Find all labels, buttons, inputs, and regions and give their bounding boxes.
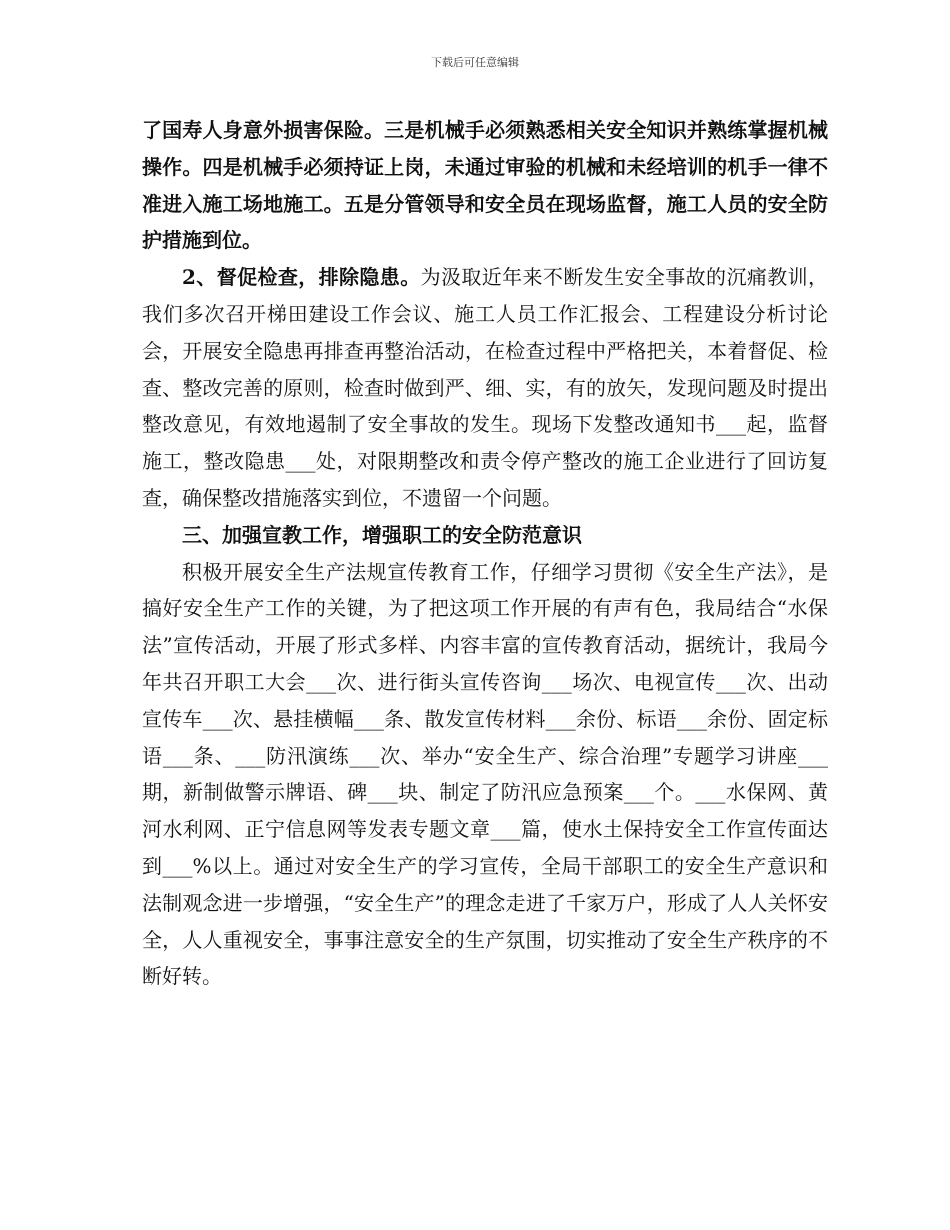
inspection-heading: 2、督促检查，排除隐患。 [182,265,421,290]
section-heading-publicity: 三、加强宣教工作，增强职工的安全防范意识 [182,522,582,547]
paragraph-safety-measures: 了国寿人身意外损害保险。三是机械手必须熟悉相关安全知识并熟练掌握机械操作。四是机械手必须持证上岗，未通过审验的机械和未经培训的机手一律不准进入施工场地施工。五是分管领导和安全员在现场监督，施工人员的安全防护措施到位。 [142,118,828,253]
document-body [142,112,828,995]
paragraph-inspection [142,259,828,517]
paragraph-publicity: 积极开展安全生产法规宣传教育工作，仔细学习贯彻《安全生产法》，是搞好安全生产工作的关键，为了把这项工作开展的有声有色，我局结合“水保法”宣传活动，开展了形式多样、内容丰富的宣传教育活动，据统计，我局今年共召开职工大会___次、进行街头宣传咨询___场次、电视宣传___次、出动宣传车___次、悬挂横幅___条、散发宣传材料___余份、标语___余份、固定标语___条、___防汛演练___次、举办“安全生产、综合治理”专题学习讲座___期，新制做警示牌语、碑___块、制定了防汛应急预案___个。___水保网、黄河水利网、正宁信息网等发表专题文章___篇，使水土保持安全工作宣传面达到___%以上。通过对安全生产的学习宣传，全局干部职工的安全生产意识和法制观念进一步增强，“安全生产”的理念走进了千家万户，形成了人人关怀安全，人人重视安全，事事注意安全的生产氛围，切实推动了安全生产秩序的不断好转。 [142,559,828,989]
page-header: 下载后可任意编辑 [431,56,519,69]
inspection-body: 为汲取近年来不断发生安全事故的沉痛教训，我们多次召开梯田建设工作会议、施工人员工作汇报会、工程建设分析讨论会，开展安全隐患再排查再整治活动，在检查过程中严格把关，本着督促、检查、整改完善的原则，检查时做到严、细、实，有的放矢，发现问题及时提出整改意见，有效地遏制了安全事故的发生。现场下发整改通知书___起，监督施工，整改隐患___处，对限期整改和责令停产整改的施工企业进行了回访复查，确保整改措施落实到位，不遗留一个问题。 [142,265,828,510]
